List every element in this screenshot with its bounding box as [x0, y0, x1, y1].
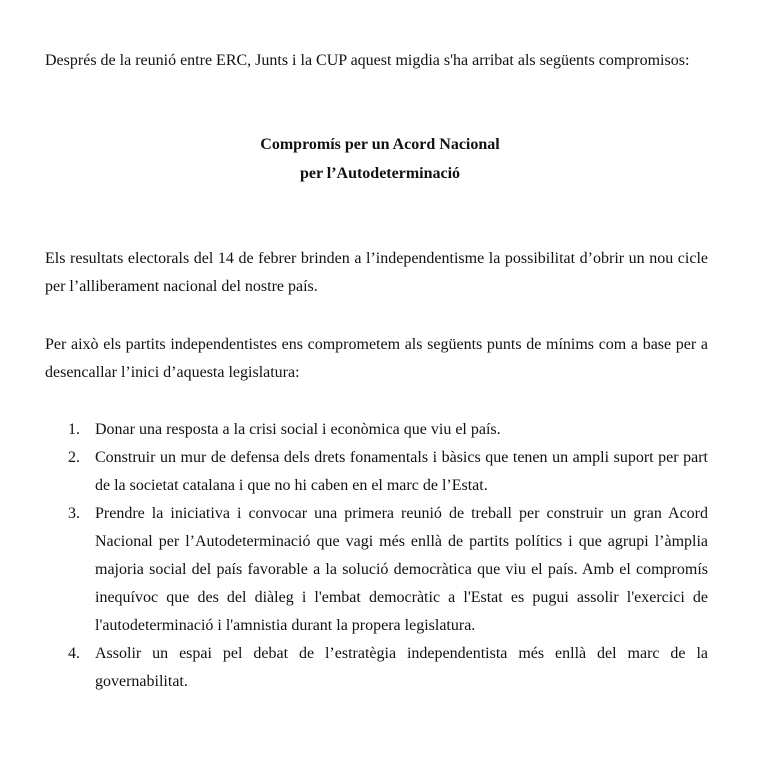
list-item-text: Assolir un espai pel debat de l’estratègia independentista més enllà del marc de la governabilitat. [95, 645, 708, 690]
commitment-paragraph: Per això els partits independentistes ens comprometem als següents punts de mínims com a base per a desencallar l’inici d’aquesta legislatura: [45, 336, 708, 381]
list-item [45, 500, 708, 640]
list-item-number: 1. [68, 421, 80, 438]
results-paragraph: Els resultats electorals del 14 de febrer brinden a l’independentisme la possibilitat d’obrir un nou cicle per l’alliberament nacional del nostre país. [45, 250, 708, 295]
list-item-number: 2. [68, 449, 80, 466]
title-line-1: Compromís per un Acord Nacional [260, 136, 500, 153]
document-title [0, 131, 760, 189]
list-item [45, 444, 708, 500]
commitments-list [45, 416, 708, 696]
list-item-text: Construir un mur de defensa dels drets fonamentals i bàsics que tenen un ampli suport per part de la societat catalana i que no hi caben en el marc de l’Estat. [95, 449, 708, 494]
list-item-text: Donar una resposta a la crisi social i econòmica que viu el país. [95, 421, 501, 438]
title-line-2: per l’Autodeterminació [299, 165, 461, 182]
list-item [45, 640, 708, 696]
intro-paragraph: Després de la reunió entre ERC, Junts i la CUP aquest migdia s'ha arribat als següents compromisos: [45, 52, 690, 69]
list-item-number: 4. [68, 645, 80, 662]
list-item [45, 416, 708, 444]
list-item-number: 3. [68, 505, 80, 522]
list-item-text: Prendre la iniciativa i convocar una primera reunió de treball per construir un gran Acord Nacional per l’Autodeterminació que vagi més enllà de partits polítics i que agrupi l’àmplia majoria social del país favorable a la solució democràtica que viu el país. Amb el compromís inequívoc que des del diàleg i l'embat democràtic a l'Estat es pugui assolir l'exercici de l'autodeterminació i l'amnistia durant la propera legislatura. [95, 505, 708, 634]
